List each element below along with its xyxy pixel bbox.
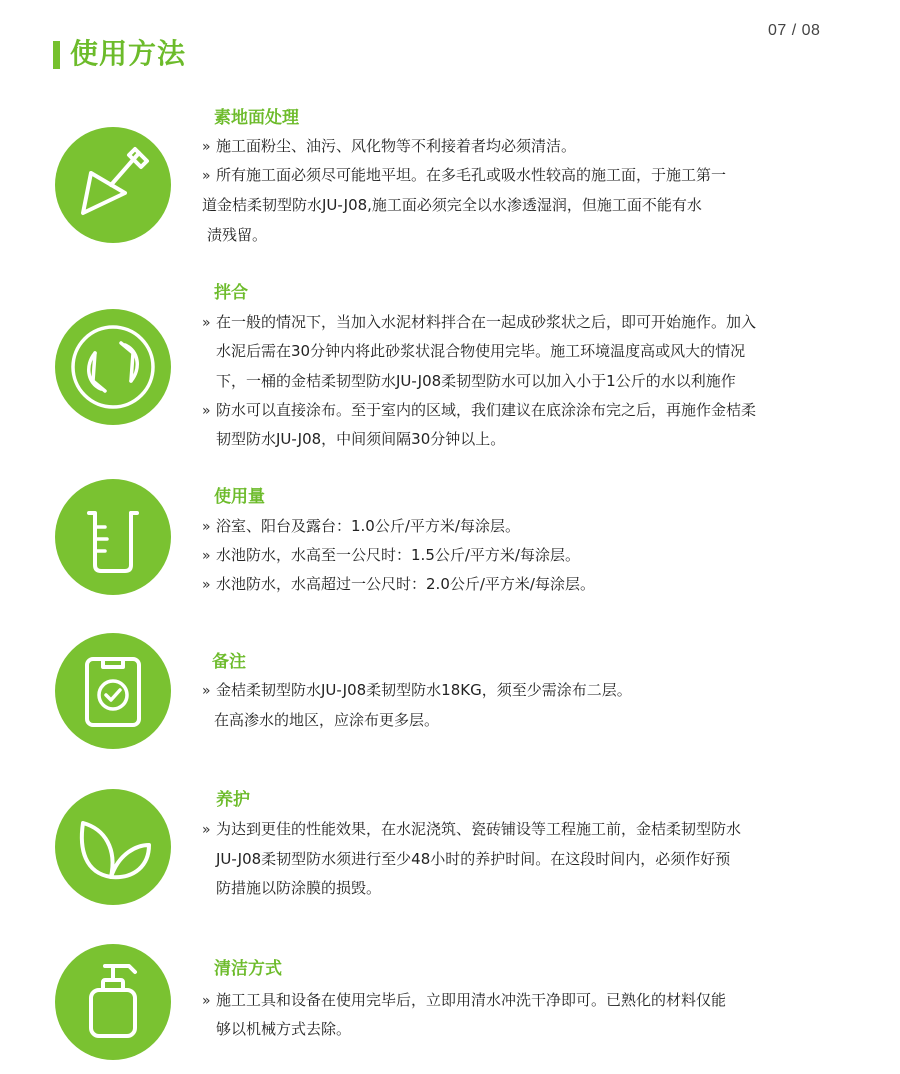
section-title: 素地面处理: [214, 108, 299, 128]
continuation-line: 够以机械方式去除。: [216, 1020, 352, 1038]
section-title: 备注: [212, 652, 246, 672]
bullet-mark: »: [202, 519, 211, 535]
page-title: 使用方法: [70, 37, 187, 70]
bullet-text: 施工工具和设备在使用完毕后，立即用清水冲洗干净即可。已熟化的材料仅能: [216, 991, 727, 1009]
bullet-text: 在一般的情况下，当加入水泥材料拌合在一起成砂浆状之后，即可开始施作。加入: [216, 313, 757, 331]
bullet-text: 金桔柔韧型防水JU-J08柔韧型防水18KG，须至少需涂布二层。: [216, 681, 632, 699]
measuring-cup-icon: [55, 479, 171, 595]
section-title: 养护: [216, 790, 250, 810]
bullet-line: [202, 540, 580, 571]
continuation-line: 水泥后需在30分钟内将此砂浆状混合物使用完毕。施工环境温度高或风大的情况: [216, 342, 746, 360]
bullet-line: [202, 160, 726, 191]
bullet-mark: »: [202, 315, 211, 331]
bullet-mark: »: [202, 403, 211, 419]
bullet-line: [202, 395, 756, 426]
bullet-text: 浴室、阳台及露台：1.0公斤/平方米/每涂层。: [216, 517, 520, 535]
section-title: 清洁方式: [214, 959, 282, 979]
bullet-text: 为达到更佳的性能效果，在水泥浇筑、瓷砖铺设等工程施工前，金桔柔韧型防水: [216, 820, 742, 838]
bullet-mark: »: [202, 168, 211, 184]
leaves-icon: [55, 789, 171, 905]
title-accent-bar: [53, 41, 60, 69]
continuation-line: 韧型防水JU-J08，中间须间隔30分钟以上。: [216, 430, 506, 448]
bullet-mark: »: [202, 548, 211, 564]
bullet-mark: »: [202, 577, 211, 593]
continuation-line: 道金桔柔韧型防水JU-J08,施工面必须完全以水渗透湿润，但施工面不能有水: [202, 196, 702, 214]
bullet-text: 所有施工面必须尽可能地平坦。在多毛孔或吸水性较高的施工面，于施工第一: [216, 166, 727, 184]
mixing-icon: [55, 309, 171, 425]
continuation-line: JU-J08柔韧型防水须进行至少48小时的养护时间。在这段时间内，必须作好预: [216, 850, 731, 868]
bullet-line: [202, 307, 756, 338]
bullet-mark: »: [202, 993, 211, 1009]
bullet-line: [202, 814, 741, 845]
continuation-line: 在高渗水的地区，应涂布更多层。: [214, 711, 440, 729]
continuation-line: 下，一桶的金桔柔韧型防水JU-J08柔韧型防水可以加入小于1公斤的水以利施作: [216, 372, 736, 390]
trowel-icon: [55, 127, 171, 243]
bullet-text: 水池防水，水高超过一公尺时：2.0公斤/平方米/每涂层。: [216, 575, 595, 593]
page-number: 07 / 08: [768, 22, 821, 39]
section-title: 使用量: [214, 487, 265, 507]
clipboard-check-icon: [55, 633, 171, 749]
bullet-line: [202, 569, 595, 600]
bullet-text: 施工面粉尘、油污、风化物等不利接着者均必须清洁。: [216, 137, 577, 155]
bullet-text: 防水可以直接涂布。至于室内的区域，我们建议在底涂涂布完之后，再施作金桔柔: [216, 401, 757, 419]
bullet-mark: »: [202, 139, 211, 155]
pump-bottle-icon: [55, 944, 171, 1060]
bullet-text: 水池防水，水高至一公尺时：1.5公斤/平方米/每涂层。: [216, 546, 580, 564]
section-title: 拌合: [214, 283, 248, 303]
continuation-line: 渍残留。: [207, 226, 268, 244]
bullet-mark: »: [202, 683, 211, 699]
bullet-mark: »: [202, 822, 211, 838]
bullet-line: [202, 675, 632, 706]
bullet-line: [202, 985, 726, 1016]
bullet-line: [202, 131, 576, 162]
bullet-line: [202, 511, 520, 542]
continuation-line: 防措施以防涂膜的损毁。: [216, 879, 382, 897]
